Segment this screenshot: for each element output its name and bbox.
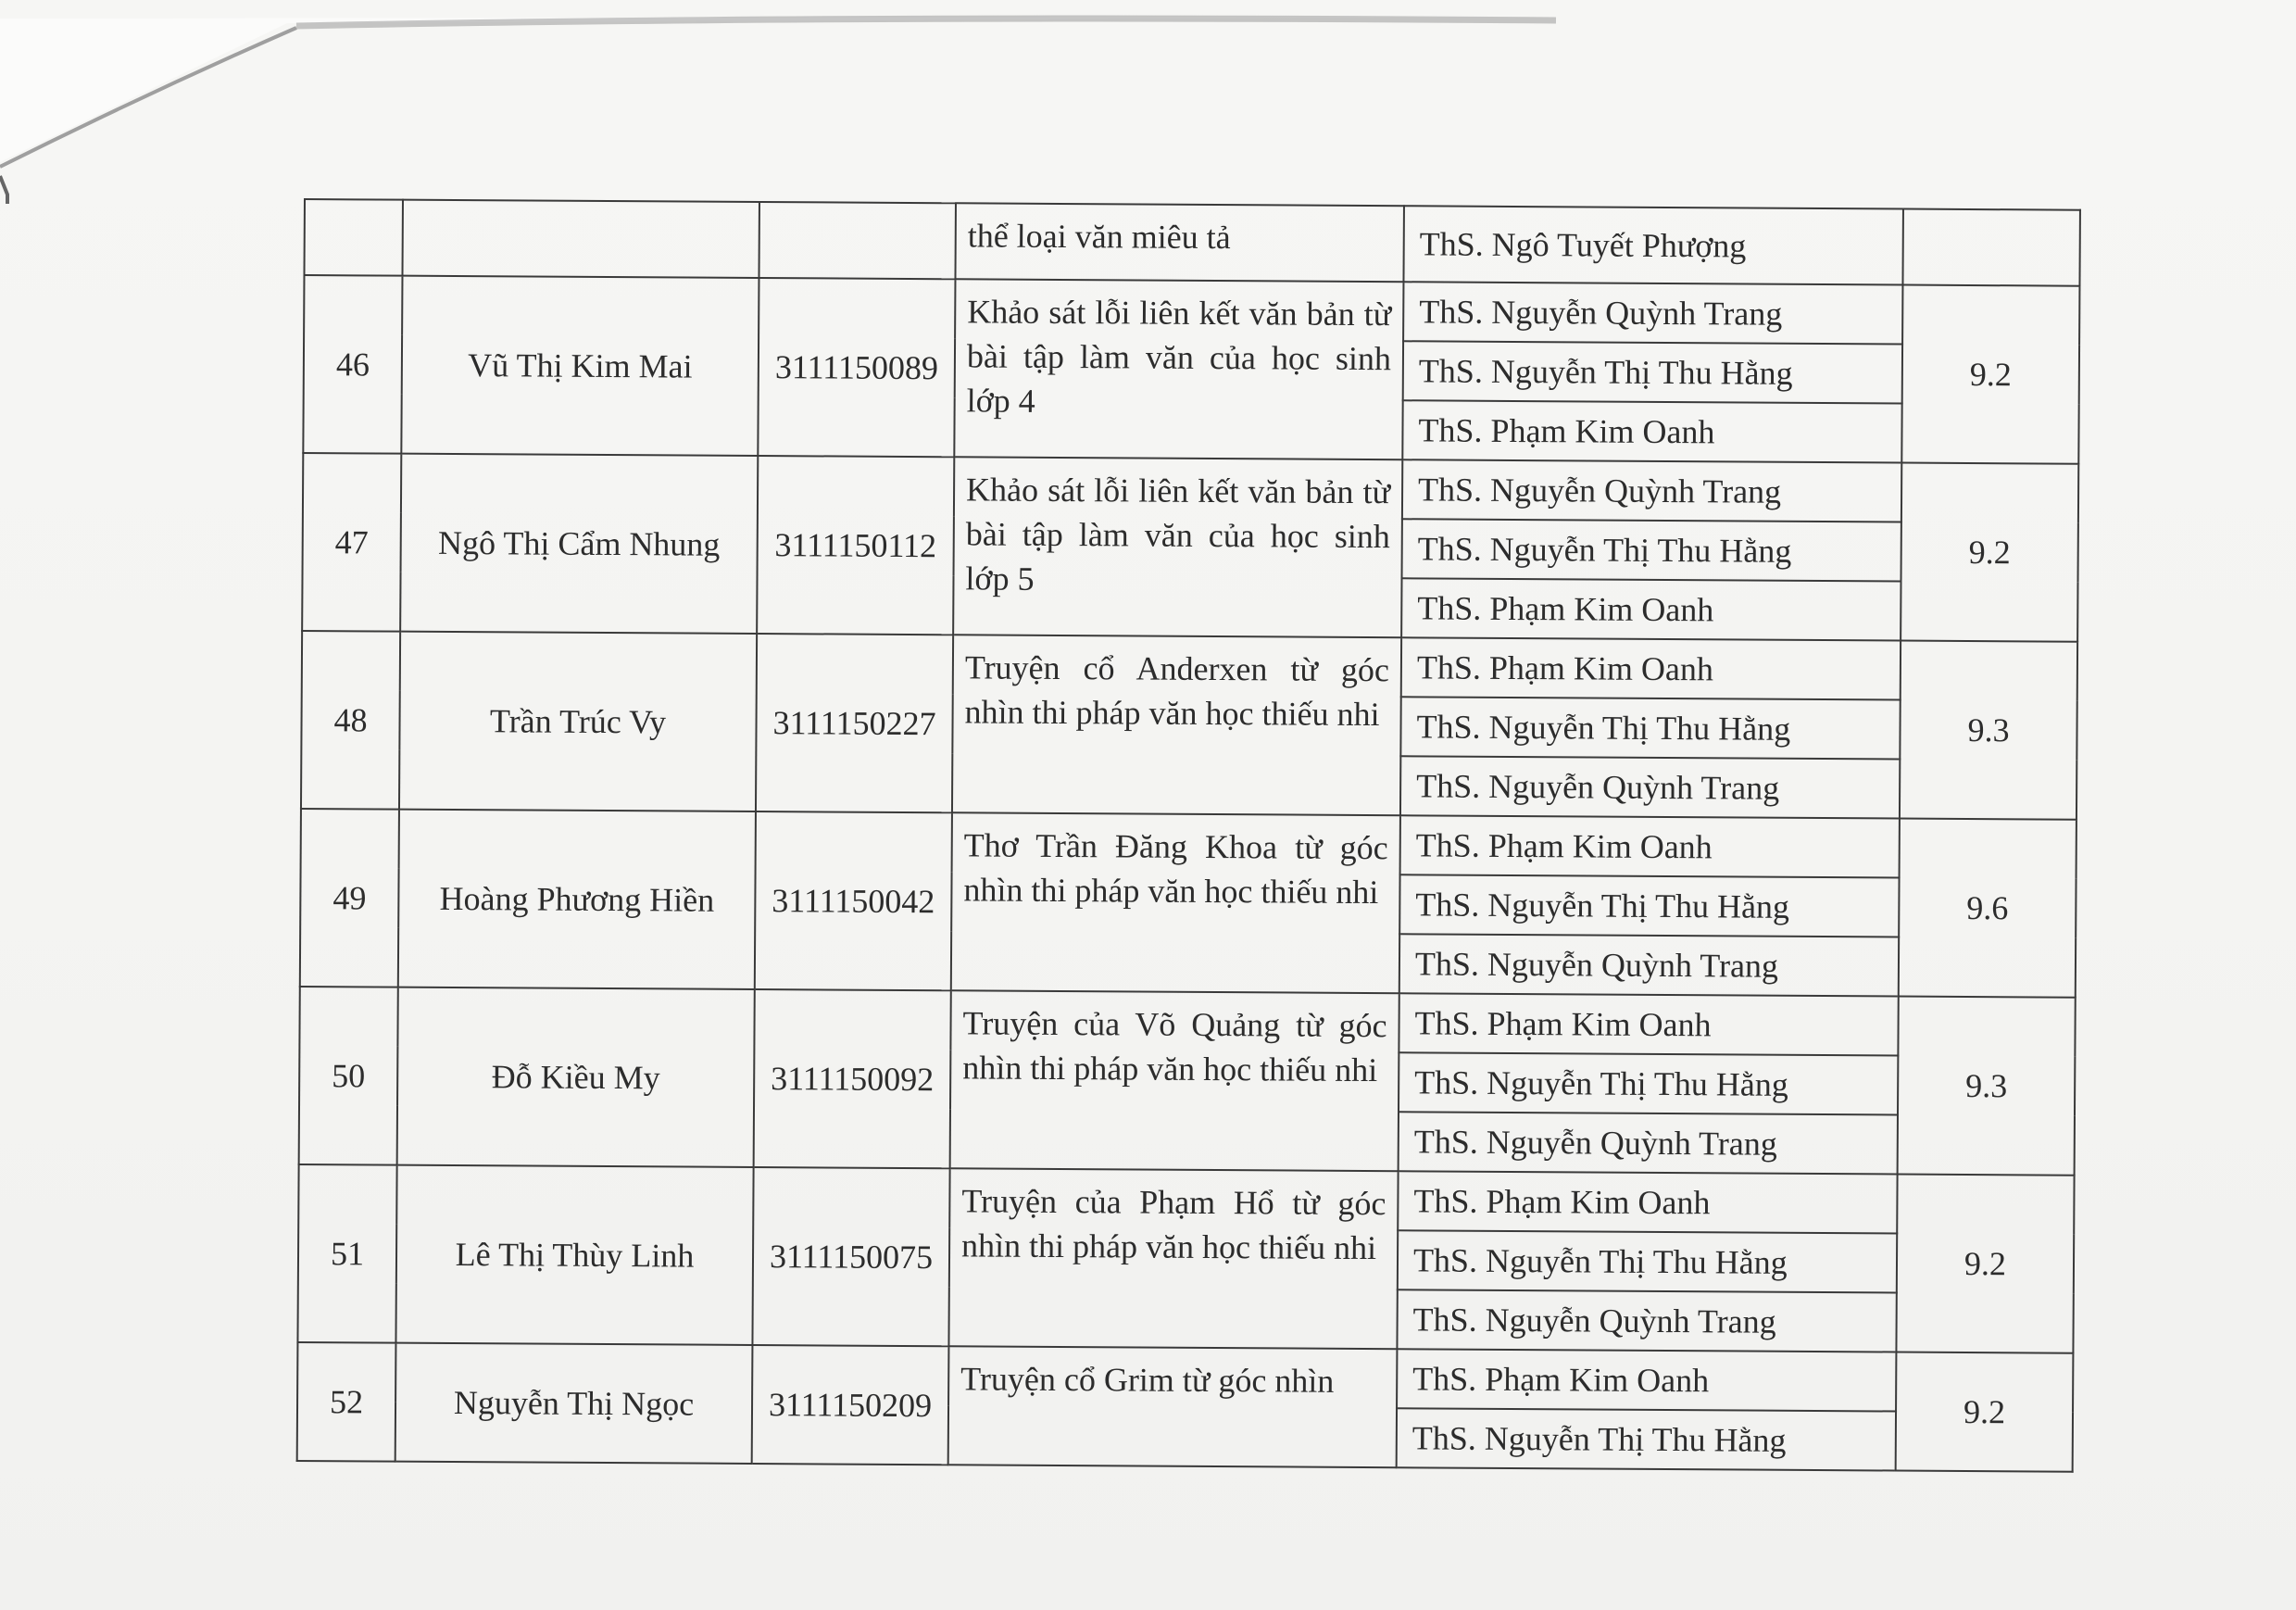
student-name: Nguyễn Thị Ngọc <box>395 1343 753 1464</box>
table-row <box>304 275 2079 346</box>
grade: 9.6 <box>1899 819 2076 998</box>
student-name: Đỗ Kiều My <box>397 987 755 1167</box>
student-id <box>759 202 955 279</box>
table-row <box>299 987 2075 1057</box>
student-id: 3111150075 <box>752 1167 949 1346</box>
table-row <box>302 631 2077 701</box>
advisor-name: ThS. Nguyễn Thị Thu Hằng <box>1399 1052 1898 1114</box>
row-number: 50 <box>299 987 398 1165</box>
topic-text: thể loại văn miêu tả <box>967 217 1231 257</box>
row-number <box>304 199 402 276</box>
student-name: Hoàng Phương Hiền <box>398 810 756 989</box>
topic-text: Truyện của Võ Quảng từ góc nhìn thi pháp văn học thiếu nhi <box>962 1004 1387 1089</box>
advisor-name: ThS. Nguyễn Quỳnh Trang <box>1403 282 1902 344</box>
advisor-name: ThS. Ngô Tuyết Phượng <box>1403 206 1902 284</box>
advisor-name: ThS. Nguyễn Quỳnh Trang <box>1399 1112 1898 1174</box>
grade: 9.2 <box>1901 463 2078 642</box>
advisor-name: ThS. Nguyễn Quỳnh Trang <box>1397 1289 1896 1352</box>
student-id: 3111150089 <box>758 278 955 457</box>
thesis-grades-table <box>296 198 2081 1473</box>
table-row <box>304 199 2079 286</box>
grade: 9.3 <box>1900 641 2077 820</box>
table-row <box>303 453 2078 523</box>
thesis-topic <box>952 635 1401 815</box>
advisor-name: ThS. Phạm Kim Oanh <box>1399 993 1898 1055</box>
grade: 9.2 <box>1896 1175 2074 1353</box>
thesis-topic <box>954 279 1403 459</box>
advisor-name: ThS. Nguyễn Thị Thu Hằng <box>1397 1408 1896 1470</box>
topic-text: Khảo sát lỗi liên kết văn bản từ bài tập làm văn của học sinh lớp 4 <box>966 293 1392 420</box>
student-id: 3111150092 <box>754 989 951 1168</box>
topic-text: Khảo sát lỗi liên kết văn bản từ bài tập làm văn của học sinh lớp 5 <box>965 471 1391 597</box>
row-number: 48 <box>301 631 400 810</box>
advisor-name: ThS. Phạm Kim Oanh <box>1397 1349 1896 1411</box>
advisor-name: ThS. Nguyễn Thị Thu Hằng <box>1403 341 1902 403</box>
table-row <box>297 1342 2073 1413</box>
advisor-name: ThS. Nguyễn Thị Thu Hằng <box>1402 519 1901 581</box>
grade <box>1902 209 2079 286</box>
row-number: 46 <box>303 275 402 454</box>
topic-text: Truyện cổ Anderxen từ góc nhìn thi pháp văn học thiếu nhi <box>964 648 1390 734</box>
topic-text: Truyện cổ Grim từ góc nhìn <box>960 1360 1335 1400</box>
row-number: 49 <box>300 809 399 987</box>
thesis-topic <box>950 990 1399 1171</box>
table-row <box>298 1164 2074 1235</box>
advisor-name: ThS. Nguyễn Thị Thu Hằng <box>1400 697 1900 759</box>
row-number: 47 <box>302 453 401 632</box>
thesis-topic <box>951 812 1400 993</box>
student-name: Ngô Thị Cẩm Nhung <box>400 454 758 634</box>
topic-text: Truyện của Phạm Hổ từ góc nhìn thi pháp văn học thiếu nhi <box>960 1182 1386 1267</box>
page-fold-shadow <box>0 0 2296 204</box>
grade: 9.2 <box>1901 285 2079 464</box>
advisor-name: ThS. Phạm Kim Oanh <box>1398 1171 1897 1233</box>
student-id: 3111150042 <box>755 811 952 990</box>
topic-text: Thơ Trần Đăng Khoa từ góc nhìn thi pháp văn học thiếu nhi <box>963 826 1388 912</box>
advisor-name: ThS. Phạm Kim Oanh <box>1402 400 1901 462</box>
row-number: 51 <box>297 1164 396 1343</box>
thesis-topic <box>948 1346 1398 1467</box>
advisor-name: ThS. Nguyễn Quỳnh Trang <box>1400 756 1900 818</box>
advisor-name: ThS. Nguyễn Quỳnh Trang <box>1402 459 1901 522</box>
student-name <box>402 200 759 278</box>
thesis-topic <box>948 1168 1398 1349</box>
student-id: 3111150209 <box>752 1345 949 1465</box>
advisor-name: ThS. Nguyễn Thị Thu Hằng <box>1399 874 1899 937</box>
student-name: Lê Thị Thùy Linh <box>395 1165 753 1345</box>
student-id: 3111150112 <box>757 456 954 635</box>
grade: 9.2 <box>1896 1352 2074 1472</box>
row-number: 52 <box>297 1342 396 1462</box>
grade: 9.3 <box>1898 997 2076 1176</box>
student-name: Trần Trúc Vy <box>399 632 757 811</box>
advisor-name: ThS. Phạm Kim Oanh <box>1400 815 1900 877</box>
student-name: Vũ Thị Kim Mai <box>401 276 759 456</box>
advisor-name: ThS. Phạm Kim Oanh <box>1401 578 1901 640</box>
thesis-topic <box>955 203 1403 282</box>
advisor-name: ThS. Phạm Kim Oanh <box>1401 637 1901 699</box>
student-id: 3111150227 <box>756 634 953 812</box>
thesis-topic <box>953 457 1402 637</box>
advisor-name: ThS. Nguyễn Thị Thu Hằng <box>1398 1230 1897 1292</box>
advisor-name: ThS. Nguyễn Quỳnh Trang <box>1399 934 1899 996</box>
table-row <box>301 809 2076 879</box>
